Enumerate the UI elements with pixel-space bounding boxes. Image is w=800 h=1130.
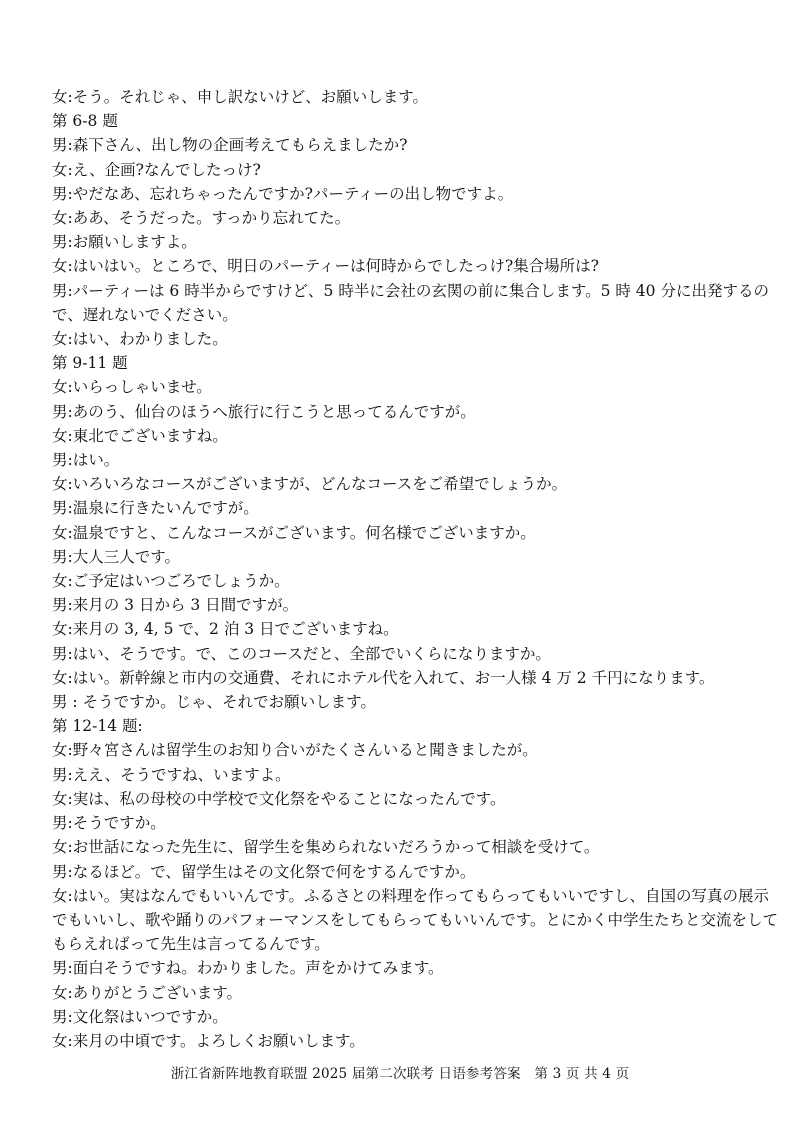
dialogue-line: 男:お願いしますよ。 xyxy=(52,233,197,252)
dialogue-line: 男:やだなあ、忘れちゃったんですか?パーティーの出し物ですよ。 xyxy=(52,184,514,203)
dialogue-line: 男:あのう、仙台のほうへ旅行に行こうと思ってるんですが。 xyxy=(52,402,476,421)
dialogue-line: 女:そう。それじゃ、申し訳ないけど、お願いします。 xyxy=(52,88,428,106)
dialogue-line: 女:いらっしゃいませ。 xyxy=(52,378,212,397)
dialogue-line: 女:え、企画?なんでしたっけ? xyxy=(52,160,261,179)
dialogue-line: 男:はい、そうです。で、このコースだと、全部でいくらになりますか。 xyxy=(52,644,551,663)
dialogue-line: 女:ご予定はいつごろでしょうか。 xyxy=(52,572,290,591)
dialogue-line: 女:はい。実はなんでもいいんです。ふるさとの料理を作ってもらってもいいですし、自国の写真の展示でもいいし、歌や踊りのパフォーマンスをしてもらってもいいんです。とにかく中学生たちと交流をしてもらえればって先生は言ってるんです。 xyxy=(52,886,779,954)
dialogue-line: 男:なるほど。で、留学生はその文化祭で何をするんですか。 xyxy=(52,862,476,881)
dialogue-line: 男:ええ、そうですね、いますよ。 xyxy=(52,765,291,784)
dialogue-line: 女:来月の 3, 4, 5 で、2 泊 3 日でございますね。 xyxy=(52,620,399,639)
dialogue-line: 女:はい。新幹線と市内の交通費、それにホテル代を入れて、お一人様 4 万 2 千円になります。 xyxy=(52,668,715,687)
dialogue-line: 男:大人三人です。 xyxy=(52,547,180,566)
dialogue-line: 女:温泉ですと、こんなコースがございます。何名様でございますか。 xyxy=(52,523,536,542)
dialogue-line: 男:はい。 xyxy=(52,451,120,470)
dialogue-line: 女:お世話になった先生に、留学生を集められないだろうかって相談を受けて。 xyxy=(52,838,600,857)
dialogue-line: 男:面白そうですね。わかりました。声をかけてみます。 xyxy=(52,959,444,978)
page-footer: 浙江省新阵地教育联盟 2025 届第二次联考 日语参考答案 第 3 页 共 4 页 xyxy=(170,1066,630,1082)
dialogue-line: 女:はい、わかりました。 xyxy=(52,330,228,349)
dialogue-body xyxy=(52,85,782,1053)
question-heading: 第 6-8 题 xyxy=(52,112,118,131)
dialogue-line: 女:来月の中頃です。よろしくお願いします。 xyxy=(52,1031,365,1050)
dialogue-line: 男:そうですか。 xyxy=(52,814,166,833)
dialogue-line: 女:ありがとうございます。 xyxy=(52,983,242,1002)
question-heading: 第 9-11 题 xyxy=(52,354,128,373)
dialogue-line: 女:東北でございますね。 xyxy=(52,426,228,445)
dialogue-line: 女:野々宮さんは留学生のお知り合いがたくさんいると聞きましたが。 xyxy=(52,741,538,760)
dialogue-line: 男:来月の 3 日から 3 日間ですが。 xyxy=(52,596,299,615)
dialogue-line: 女:はいはい。ところで、明日のパーティーは何時からでしたっけ?集合場所は? xyxy=(52,257,599,276)
dialogue-line: 男:森下さん、出し物の企画考えてもらえましたか? xyxy=(52,136,408,155)
dialogue-line: 女:ああ、そうだった。すっかり忘れてた。 xyxy=(52,209,351,228)
dialogue-line: 男 : そうですか。じゃ、それでお願いします。 xyxy=(52,693,376,712)
question-heading: 第 12-14 题: xyxy=(52,717,143,736)
dialogue-line: 女:実は、私の母校の中学校で文化祭をやることになったんです。 xyxy=(52,789,506,808)
dialogue-line: 男:文化祭はいつですか。 xyxy=(52,1007,228,1026)
dialogue-line: 男:パーティーは 6 時半からですけど、5 時半に会社の玄関の前に集合します。5 時 40 分に出発するので、遅れないでください。 xyxy=(52,281,769,324)
dialogue-line: 女:いろいろなコースがございますが、どんなコースをご希望でしょうか。 xyxy=(52,475,568,494)
dialogue-line: 男:温泉に行きたいんですが。 xyxy=(52,499,259,518)
